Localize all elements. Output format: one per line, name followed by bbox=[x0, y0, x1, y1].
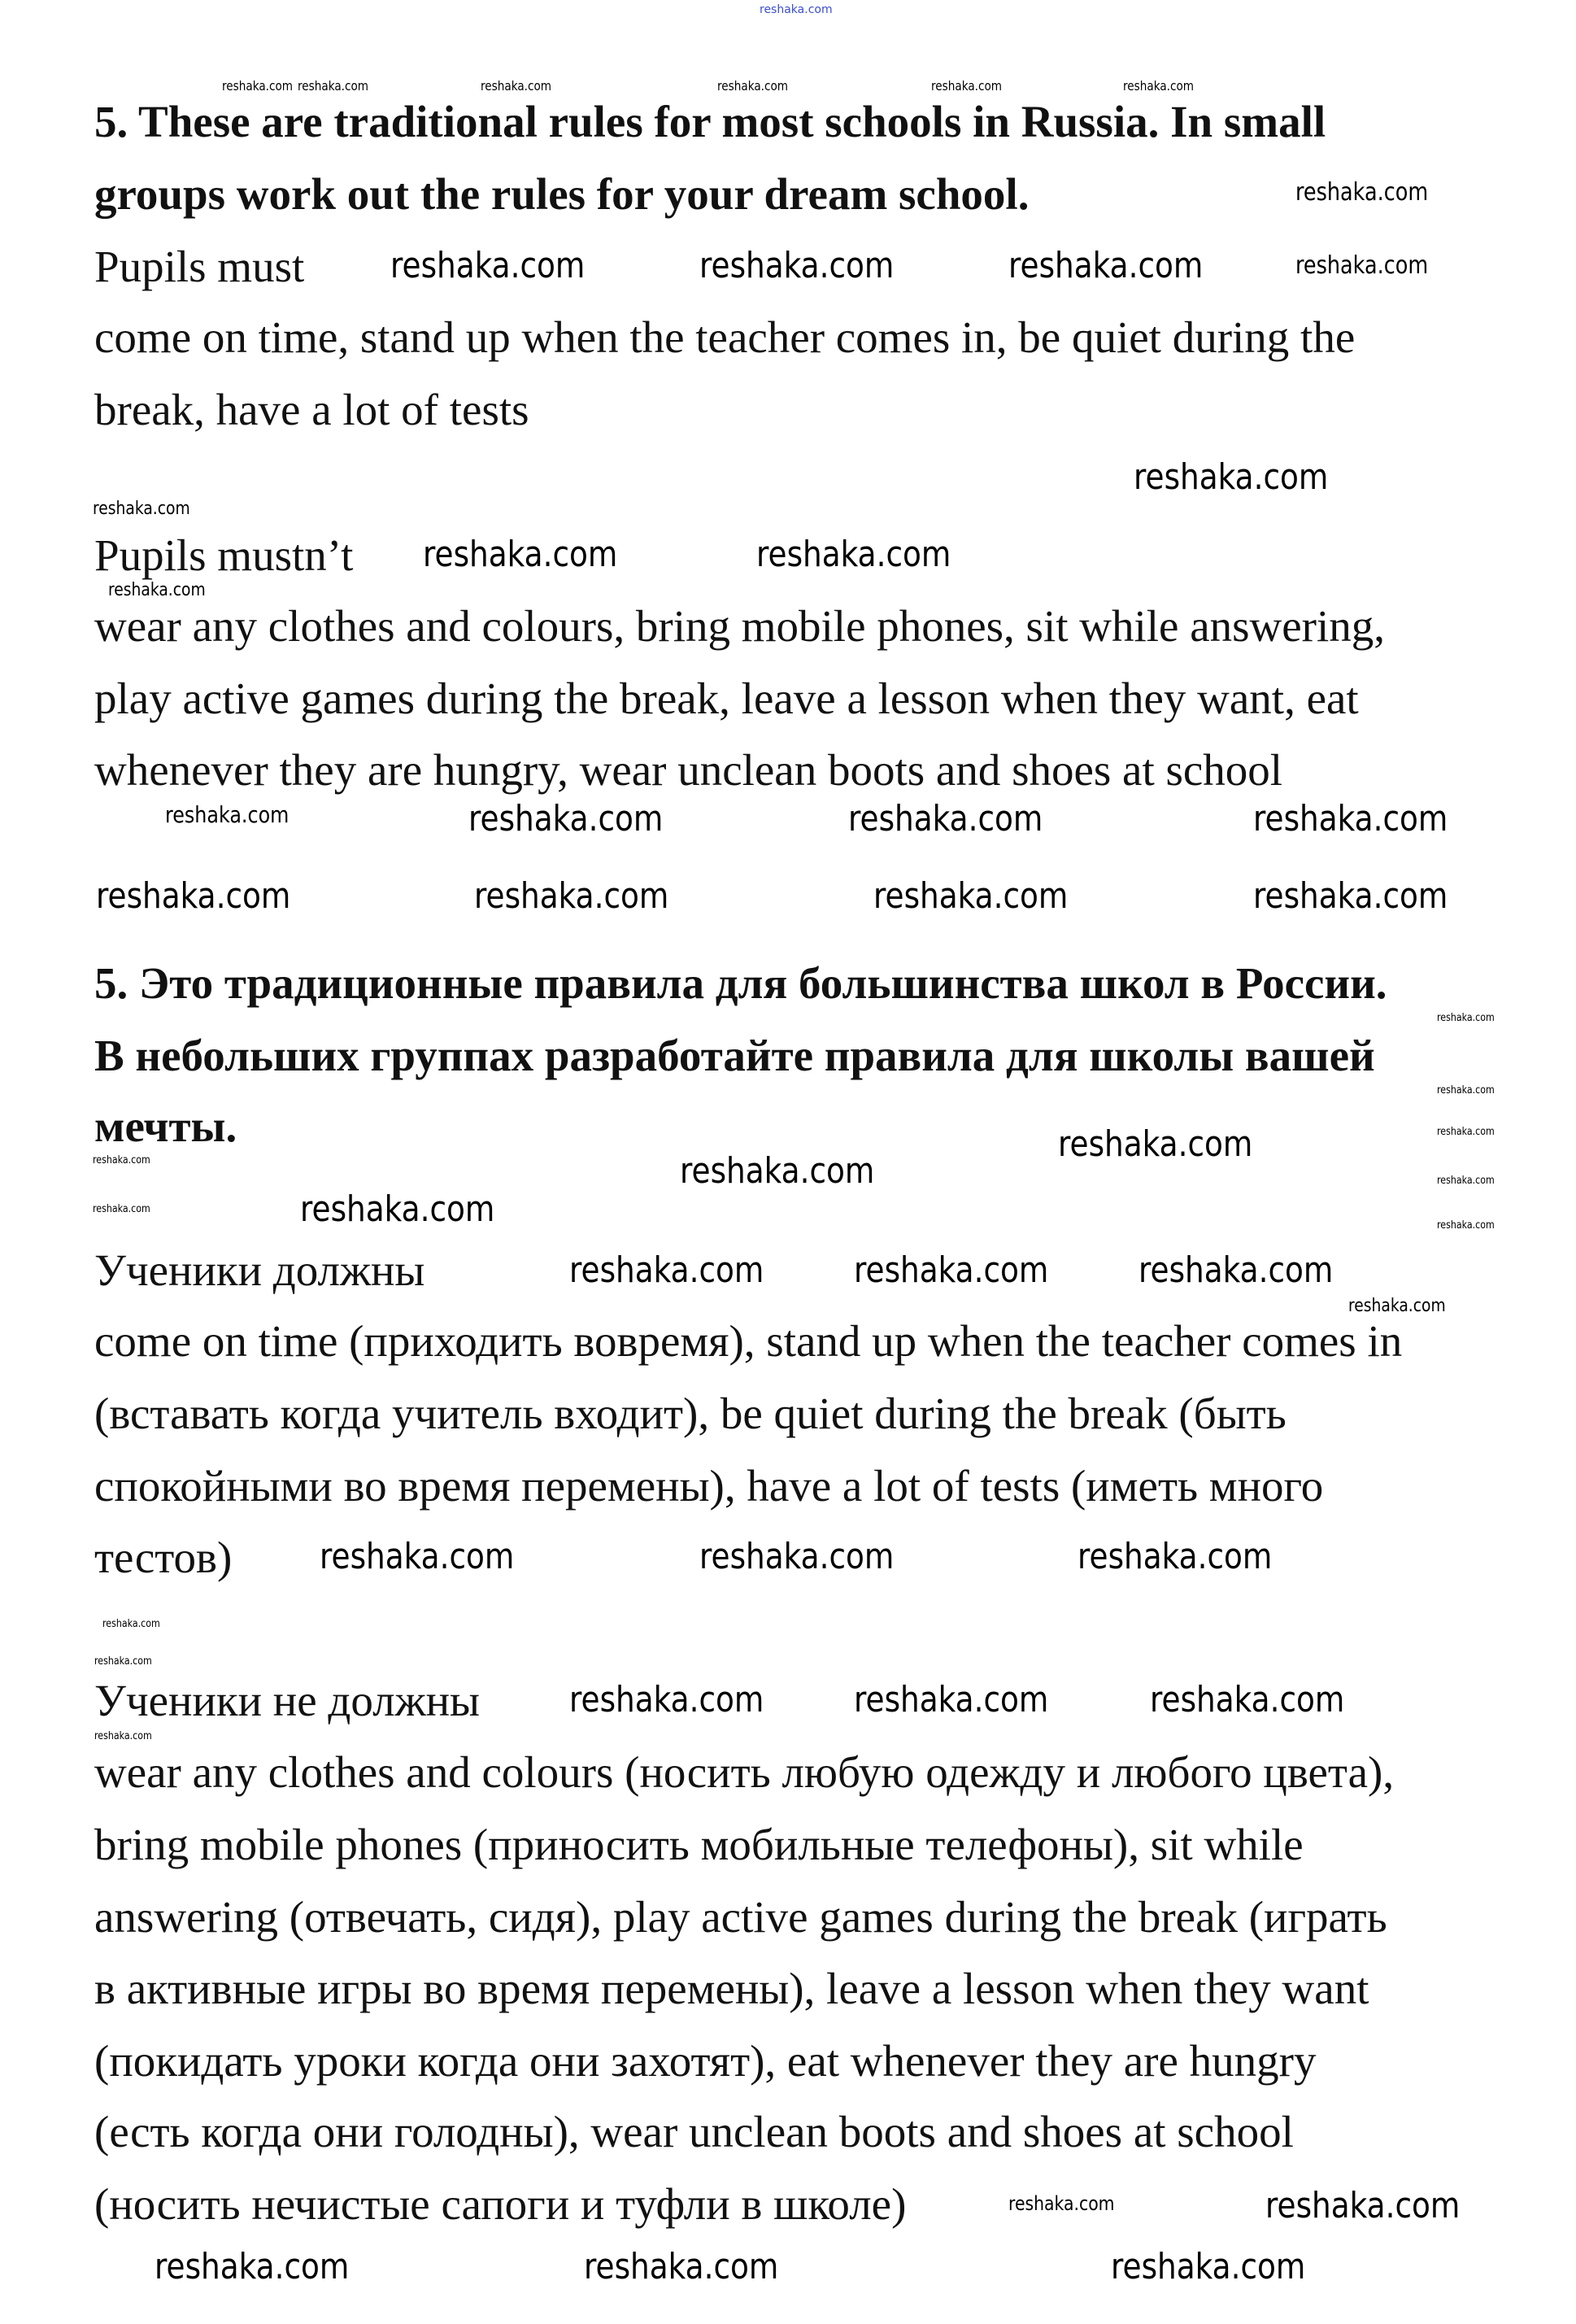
watermark: reshaka.com bbox=[1265, 2185, 1461, 2226]
must-line-ru: come on time (приходить вовремя), stand up when the teacher comes in bbox=[94, 1316, 1403, 1366]
exercise-heading-en: groups work out the rules for your dream school. bbox=[94, 169, 1030, 219]
watermark: reshaka.com bbox=[1437, 1084, 1495, 1097]
watermark: reshaka.com bbox=[931, 78, 1003, 94]
watermark: reshaka.com bbox=[102, 1618, 160, 1630]
mustnt-line-ru: bring mobile phones (приносить мобильные телефоны), sit while bbox=[94, 1820, 1304, 1869]
mustnt-line-en: whenever they are hungry, wear unclean boots and shoes at school bbox=[94, 745, 1283, 795]
mustnt-line-en: play active games during the break, leave a lesson when they want, eat bbox=[94, 674, 1359, 723]
watermark: reshaka.com bbox=[300, 1188, 495, 1230]
exercise-heading-ru: мечты. bbox=[94, 1101, 237, 1151]
watermark: reshaka.com bbox=[96, 875, 291, 917]
must-line-ru: (вставать когда учитель входит), be quiet during the break (быть bbox=[94, 1389, 1286, 1438]
watermark: reshaka.com bbox=[298, 78, 369, 94]
watermark: reshaka.com bbox=[481, 78, 552, 94]
watermark: reshaka.com bbox=[680, 1150, 875, 1192]
watermark: reshaka.com bbox=[699, 1536, 895, 1577]
watermark: reshaka.com bbox=[1348, 1296, 1446, 1316]
must-line-en: come on time, stand up when the teacher comes in, be quiet during the bbox=[94, 312, 1356, 362]
watermark: reshaka.com bbox=[165, 801, 290, 828]
watermark: reshaka.com bbox=[320, 1536, 515, 1577]
exercise-heading-ru: В небольших группах разработайте правила для школы вашей bbox=[94, 1031, 1375, 1080]
watermark: reshaka.com bbox=[1253, 875, 1448, 917]
mustnt-line-ru: в активные игры во время перемены), leave a lesson when they want bbox=[94, 1964, 1369, 2013]
watermark: reshaka.com bbox=[423, 534, 618, 575]
watermark: reshaka.com bbox=[1008, 2192, 1115, 2215]
watermark: reshaka.com bbox=[1437, 1219, 1495, 1232]
must-label-en: Pupils must bbox=[94, 242, 305, 291]
watermark: reshaka.com bbox=[1111, 2246, 1306, 2287]
watermark: reshaka.com bbox=[94, 1730, 152, 1742]
watermark: reshaka.com bbox=[94, 1655, 152, 1668]
watermark: reshaka.com bbox=[1134, 456, 1329, 498]
must-line-ru: спокойными во время перемены), have a lot of tests (иметь много bbox=[94, 1461, 1324, 1511]
watermark: reshaka.com bbox=[873, 875, 1069, 917]
top-watermark: reshaka.com bbox=[760, 3, 833, 16]
mustnt-line-ru: (покидать уроки когда они захотят), eat whenever they are hungry bbox=[94, 2036, 1317, 2086]
watermark: reshaka.com bbox=[854, 1679, 1049, 1720]
watermark: reshaka.com bbox=[155, 2246, 350, 2287]
watermark: reshaka.com bbox=[93, 1203, 150, 1215]
watermark: reshaka.com bbox=[756, 534, 951, 575]
must-label-ru: Ученики должны bbox=[94, 1245, 425, 1295]
watermark: reshaka.com bbox=[1437, 1175, 1495, 1187]
watermark: reshaka.com bbox=[717, 78, 789, 94]
watermark: reshaka.com bbox=[569, 1679, 764, 1720]
mustnt-line-ru: wear any clothes and colours (носить любую одежду и любого цвета), bbox=[94, 1747, 1395, 1797]
watermark: reshaka.com bbox=[468, 798, 664, 839]
watermark: reshaka.com bbox=[1253, 798, 1448, 839]
exercise-heading-en: 5. These are traditional rules for most schools in Russia. In small bbox=[94, 97, 1326, 146]
watermark: reshaka.com bbox=[1123, 78, 1195, 94]
watermark: reshaka.com bbox=[569, 1249, 764, 1291]
watermark: reshaka.com bbox=[1078, 1536, 1273, 1577]
watermark: reshaka.com bbox=[222, 78, 294, 94]
watermark: reshaka.com bbox=[584, 2246, 779, 2287]
watermark: reshaka.com bbox=[699, 245, 895, 286]
watermark: reshaka.com bbox=[1295, 178, 1429, 207]
watermark: reshaka.com bbox=[1150, 1679, 1345, 1720]
watermark: reshaka.com bbox=[1437, 1012, 1495, 1024]
watermark: reshaka.com bbox=[390, 245, 586, 286]
watermark: reshaka.com bbox=[474, 875, 669, 917]
mustnt-line-ru: (носить нечистые сапоги и туфли в школе) bbox=[94, 2179, 907, 2229]
mustnt-line-en: wear any clothes and colours, bring mobile phones, sit while answering, bbox=[94, 601, 1385, 651]
watermark: reshaka.com bbox=[108, 580, 206, 600]
must-line-en: break, have a lot of tests bbox=[94, 385, 529, 434]
watermark: reshaka.com bbox=[1437, 1126, 1495, 1138]
watermark: reshaka.com bbox=[93, 499, 190, 519]
must-line-ru: тестов) bbox=[94, 1533, 233, 1582]
watermark: reshaka.com bbox=[848, 798, 1043, 839]
mustnt-label-en: Pupils mustn’t bbox=[94, 530, 354, 580]
mustnt-line-ru: (есть когда они голодны), wear unclean boots and shoes at school bbox=[94, 2107, 1294, 2156]
watermark: reshaka.com bbox=[1138, 1249, 1334, 1291]
mustnt-line-ru: answering (отвечать, сидя), play active games during the break (играть bbox=[94, 1892, 1387, 1942]
mustnt-label-ru: Ученики не должны bbox=[94, 1676, 480, 1725]
exercise-heading-ru: 5. Это традиционные правила для большинства школ в России. bbox=[94, 958, 1387, 1008]
watermark: reshaka.com bbox=[854, 1249, 1049, 1291]
watermark: reshaka.com bbox=[1058, 1123, 1253, 1165]
watermark: reshaka.com bbox=[1008, 245, 1204, 286]
watermark: reshaka.com bbox=[93, 1154, 150, 1166]
watermark: reshaka.com bbox=[1295, 251, 1429, 280]
